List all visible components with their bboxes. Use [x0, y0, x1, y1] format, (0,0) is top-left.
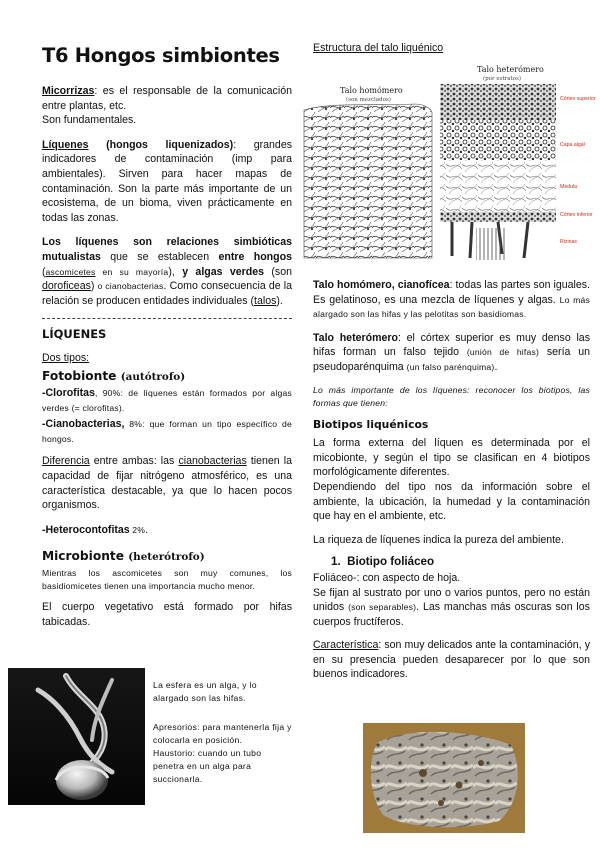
- relaciones-talos: talos: [254, 294, 277, 307]
- liquenes-term: Líquenes: [42, 138, 89, 151]
- fotobionte-name: Fotobionte: [42, 368, 117, 383]
- heterocontofitas-term: -Heterocontofitas: [42, 523, 130, 536]
- cianobacterias-term: -Cianobacterias,: [42, 418, 125, 431]
- nota-italic: Lo más importante de los líquenes: reconocer los biotipos, las formas que tienen:: [313, 384, 590, 408]
- diferencia-t1: entre ambas: las: [89, 455, 179, 468]
- relaciones-bold1: Los líquenes son relaciones simbióticas mutualistas: [42, 236, 292, 263]
- micobionte-name: Microbionte: [42, 549, 124, 564]
- relaciones-t2: (: [42, 265, 46, 278]
- caracteristica-text: : son muy delicados ante la contaminación, y en su presencia pueden desaparecer por lo que son buenos indicadores.: [313, 639, 590, 681]
- thallus-diagram: [302, 62, 599, 268]
- relaciones-s1: en su mayoría: [95, 266, 169, 277]
- clorofitas-text: : de líquenes están formados por algas verdes (= clorofitas).: [42, 388, 292, 413]
- hyphae-alga-micrograph: [8, 668, 145, 805]
- cuerpo-paragraph: El cuerpo vegetativo está formado por hifas tabicadas.: [42, 601, 292, 628]
- foliaceo-paragraph: [313, 586, 590, 630]
- dos-tipos-label: Dos tipos:: [42, 351, 90, 364]
- relaciones-paragraph: [42, 235, 292, 308]
- foliaceo-title: Biotipo foliáceo: [347, 555, 435, 569]
- liquenes-heading: LÍQUENES: [42, 327, 107, 342]
- side-label-capa-algal: Capa algal: [560, 142, 585, 148]
- foliaceo-t2: . Las manchas más oscuras son los cuerpos fructíferos.: [313, 601, 590, 628]
- diferencia-t2: tienen la capacidad de fijar nitrógeno atmosférico, es una característica destacable, ya que lo hacen pocos organismos.: [42, 455, 293, 512]
- estructura-title: Estructura del talo liquénico: [313, 42, 444, 54]
- caracteristica-term: Característica: [313, 639, 379, 652]
- cianobacterias-pct: 8%: [124, 419, 143, 430]
- diferencia-paragraph: [42, 454, 292, 512]
- relaciones-t6: . Como consecuencia de la relación se producen entidades individuales (: [42, 280, 292, 307]
- diagram-label-hetero: Talo heterómero: [477, 65, 544, 74]
- foliose-lichen-photo: [363, 723, 525, 833]
- side-label-cortex-inf: Córtex inferior: [560, 212, 593, 218]
- liquenes-term2: (hongos liquenizados): [106, 138, 234, 151]
- side-label-cortex-sup: Córtex superior: [560, 96, 596, 102]
- side-label-rizinas: Rizinas: [560, 239, 578, 245]
- biotipos-paragraph-1: La forma externa del líquen es determinada por el micobionte, y según el tipo se clasifican en 4 biotipos morfológicamente diferentes.: [313, 437, 590, 479]
- heteromero-dot: .: [494, 360, 498, 373]
- clorofitas-pct: , 90%: [94, 388, 121, 399]
- relaciones-t5: ): [90, 280, 98, 293]
- micorrizas-text: : es el responsable de la comunicación entre plantas, etc.: [42, 85, 292, 112]
- photo-caption-2: Apresorios: para mantenerla fija y colocarla en posición.: [153, 722, 292, 745]
- liquenes-definition: [42, 138, 292, 226]
- foliaceo-heading: [331, 555, 590, 570]
- photo-caption-1: La esfera es un alga, y lo alargado son las hifas.: [153, 680, 257, 703]
- clorofitas-item: [42, 386, 292, 415]
- foliaceo-small: (son separables): [348, 602, 417, 613]
- left-column: [42, 44, 292, 639]
- heteromero-small2: (un falso parénquima): [406, 361, 495, 372]
- relaciones-bold2: entre hongos: [218, 250, 292, 263]
- foliaceo-definition: Foliáceo-: con aspecto de hoja.: [313, 571, 461, 584]
- fotobionte-sub: (autótrofo): [120, 370, 186, 383]
- heteromero-text2: sería un pseudoparénquima: [313, 346, 590, 373]
- diagram-label-homo-sub: (son mezclados): [346, 97, 391, 103]
- micobionte-heading: [42, 549, 292, 565]
- liquenes-text: : grandes indicadores de contaminación (imp para ambientales). Sirven para hacer mapas de contaminación. Son la parte más importante de un ecosistema, de un bioma, viven prácticamente en todas las zonas.: [42, 138, 293, 224]
- heterocontofitas-dot: .: [145, 523, 149, 536]
- homomero-small: Lo más alargado son las hifas y las pelotitas son basidiomas.: [313, 294, 590, 320]
- heteromero-paragraph: [313, 331, 590, 375]
- homomero-paragraph: [313, 278, 590, 322]
- micorrizas-paragraph: [42, 84, 292, 128]
- ascomicetes-paragraph: Mientras los ascomicetes son muy comunes, los basidiomicetes tienen una importancia mucho menor.: [42, 568, 292, 591]
- heteromero-text: : el córtex superior es muy denso las hifas forman un falso tejido: [313, 331, 590, 359]
- relaciones-bold3: y algas verdes: [182, 265, 265, 278]
- relaciones-doroficeas: doroficeas: [42, 280, 91, 293]
- heteromero-small1: (unión de hifas): [466, 347, 540, 358]
- heterocontofitas-pct: 2%: [129, 524, 146, 535]
- cianobacterias-text: : que forman un tipo específico de hongos.: [42, 419, 292, 444]
- diagram-label-homo: Talo homómero: [340, 86, 403, 95]
- heteromero-term: Talo heterómero: [313, 331, 398, 344]
- section-divider: [42, 318, 292, 319]
- biotipos-paragraph-2: La riqueza de líquenes indica la pureza del ambiente.: [313, 533, 564, 546]
- caracteristica-paragraph: [313, 638, 590, 682]
- fotobionte-heading: [42, 369, 292, 385]
- cianobacterias-item: [42, 417, 292, 446]
- page-title: T6 Hongos simbiontes: [42, 44, 280, 67]
- homomero-text: : todas las partes son iguales. Es gelatinoso, es una mezcla de líquenes y algas.: [313, 279, 591, 306]
- diagram-label-hetero-sub: (por estratos): [483, 76, 522, 82]
- micorrizas-text2: Son fundamentales.: [42, 114, 137, 127]
- side-label-medula: Médula: [560, 184, 578, 190]
- relaciones-t4: (son: [264, 265, 292, 278]
- photo-caption-3: Haustorio: cuando un tubo penetra en un alga para succionarla.: [153, 748, 262, 784]
- diferencia-cianobacterias: cianobacterias: [178, 455, 247, 468]
- diferencia-term: Diferencia: [42, 455, 90, 468]
- micorrizas-term: Micorrizas: [42, 85, 95, 97]
- heterocontofitas-item: [42, 523, 292, 538]
- relaciones-t7: ).: [276, 294, 283, 307]
- right-column: [313, 278, 590, 692]
- biotipos-paragraph-1b: Dependiendo del tipo nos da información sobre el ambiente, la ubicación, la humedad y la contaminación que hay en el ambiente, etc.: [313, 480, 590, 523]
- micobionte-sub: (heterótrofo): [128, 551, 205, 564]
- relaciones-t1: que se establecen: [100, 250, 219, 263]
- biotipos-heading: Biotipos liquénicos: [313, 417, 429, 431]
- relaciones-t3: ),: [168, 265, 183, 278]
- foliaceo-t1: Se fijan al sustrato por uno o varios puntos, pero no están unidos: [313, 586, 590, 614]
- relaciones-ascomicetes: ascomicetes: [45, 266, 96, 277]
- homomero-term: Talo homómero, cianofícea: [313, 279, 450, 291]
- clorofitas-term: -Clorofitas: [42, 387, 95, 400]
- relaciones-s2: o cianobacterias: [97, 281, 164, 292]
- foliaceo-num: 1.: [331, 555, 341, 569]
